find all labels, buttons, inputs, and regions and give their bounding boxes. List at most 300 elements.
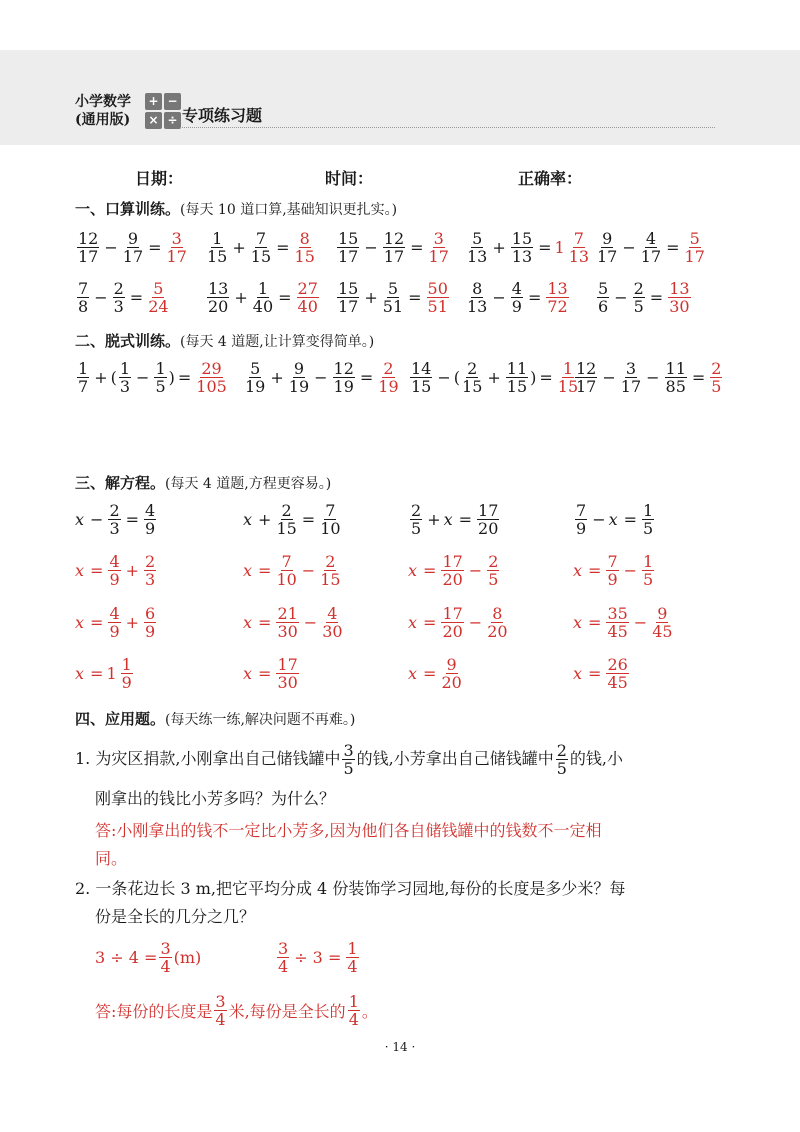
operator: − — [622, 237, 636, 257]
numerator: 12 — [576, 358, 597, 378]
denominator: 19 — [288, 376, 310, 396]
denominator: 17 — [428, 246, 449, 266]
denominator: 15 — [320, 569, 341, 589]
equals: = — [258, 663, 272, 683]
fraction — [295, 230, 315, 265]
steps-problem-3 — [408, 355, 580, 399]
oral-problem — [335, 225, 451, 269]
numerator: 5 — [472, 228, 483, 248]
numerator: 8 — [472, 278, 483, 298]
answer-text: 米,每份是全长的 — [228, 1001, 346, 1021]
variable: x — [573, 663, 583, 683]
denominator: 3 — [119, 376, 131, 396]
numerator: 3 — [343, 740, 354, 760]
equals: = — [423, 560, 437, 580]
equals: = — [258, 612, 272, 632]
denominator: 5 — [556, 758, 567, 778]
fraction — [597, 230, 617, 265]
calculation-2 — [275, 935, 361, 979]
fraction — [276, 605, 298, 640]
equals: = — [90, 560, 104, 580]
fraction — [462, 360, 482, 395]
fraction — [383, 230, 405, 265]
equals: = — [125, 509, 140, 529]
equals: = — [423, 663, 437, 683]
minus-icon: − — [164, 93, 181, 110]
calculation-1 — [95, 935, 201, 979]
operator: + — [94, 367, 108, 387]
answer-2 — [95, 988, 378, 1032]
fraction — [333, 360, 355, 395]
equals: = — [423, 612, 437, 632]
fraction — [410, 360, 432, 395]
section-title: 一、口算训练。 — [75, 200, 181, 218]
unit: (m) — [173, 947, 202, 967]
operator: + — [125, 560, 140, 580]
operator: − — [468, 560, 483, 580]
header-divider — [180, 127, 715, 128]
fraction — [77, 280, 89, 315]
fraction — [606, 553, 618, 588]
fraction — [487, 553, 499, 588]
equation — [573, 497, 656, 541]
fraction — [77, 360, 89, 395]
numerator: 5 — [387, 278, 399, 298]
fraction — [633, 280, 645, 315]
variable: x — [573, 612, 583, 632]
section-title: 四、应用题。 — [75, 710, 166, 728]
fraction — [144, 502, 156, 537]
denominator: 20 — [442, 621, 463, 641]
section-note: (每天练一练,解决问题不再难。) — [165, 712, 356, 728]
denominator: 9 — [511, 296, 522, 316]
numerator: 7 — [573, 228, 584, 248]
steps-problem-1 — [75, 355, 229, 399]
fraction — [652, 605, 672, 640]
operator: − — [614, 287, 628, 307]
numerator: 9 — [293, 358, 305, 378]
variable: x — [75, 509, 85, 529]
denominator: 15 — [276, 518, 297, 538]
oral-problem — [465, 225, 591, 269]
numerator: 4 — [109, 551, 120, 571]
section-oral-title — [75, 198, 397, 219]
denominator: 40 — [252, 296, 274, 316]
variable: x — [243, 612, 253, 632]
equals: = — [359, 367, 374, 387]
problem-text: 1. 为灾区捐款,小刚拿出自己储钱罐中 — [75, 749, 341, 768]
operator: + — [270, 367, 284, 387]
numerator: 14 — [411, 358, 432, 378]
fraction — [276, 502, 296, 537]
denominator: 17 — [597, 246, 618, 266]
denominator: 7 — [78, 376, 89, 396]
numerator: 15 — [511, 228, 533, 248]
fraction — [441, 553, 463, 588]
denominator: 13 — [467, 246, 488, 266]
paren: ( — [453, 367, 461, 387]
numerator: 9 — [446, 654, 457, 674]
answer-whole: 1 — [554, 237, 565, 257]
operator: + — [492, 237, 506, 257]
oral-problem — [205, 225, 317, 269]
fraction — [506, 360, 528, 395]
fraction — [277, 940, 289, 975]
numerator: 11 — [665, 358, 686, 378]
operator: + — [427, 509, 441, 529]
fraction — [342, 742, 354, 777]
numerator: 5 — [153, 278, 164, 298]
denominator: 8 — [78, 296, 89, 316]
operator: − — [646, 367, 660, 387]
numerator: 12 — [333, 358, 354, 378]
denominator: 17 — [576, 376, 597, 396]
denominator: 5 — [488, 569, 499, 589]
fraction — [108, 605, 120, 640]
fraction — [251, 230, 271, 265]
numerator: 1 — [212, 228, 223, 248]
fraction — [113, 280, 125, 315]
fraction — [642, 502, 654, 537]
oral-problem — [595, 275, 693, 319]
denominator: 17 — [640, 246, 662, 266]
numerator: 1 — [643, 500, 654, 520]
equation — [408, 497, 501, 541]
series-title — [75, 93, 131, 129]
fraction — [575, 502, 587, 537]
equals: = — [649, 287, 664, 307]
answer-fraction — [378, 360, 398, 395]
denominator: 4 — [348, 1009, 359, 1029]
denominator: 30 — [277, 672, 298, 692]
operator: + — [258, 509, 272, 529]
variable: x — [408, 612, 418, 632]
numerator: 9 — [657, 603, 668, 623]
paren: ( — [110, 367, 117, 387]
equals: = — [177, 367, 192, 387]
oral-problem — [595, 225, 707, 269]
numerator: 4 — [327, 603, 338, 623]
operator: + — [232, 237, 246, 257]
operator: + — [487, 367, 501, 387]
numerator: 17 — [478, 500, 499, 520]
denominator: 30 — [322, 621, 343, 641]
fraction — [154, 360, 166, 395]
numerator: 2 — [711, 358, 722, 378]
fraction — [511, 280, 523, 315]
numerator: 13 — [208, 278, 229, 298]
equals: = — [527, 287, 542, 307]
calc-text: ÷ 3 = — [294, 947, 342, 967]
denominator: 19 — [333, 376, 354, 396]
numerator: 1 — [121, 654, 132, 674]
denominator: 5 — [343, 758, 354, 778]
denominator: 15 — [250, 246, 272, 266]
operator: − — [136, 367, 150, 387]
denominator: 51 — [382, 296, 404, 316]
numerator: 2 — [411, 500, 422, 520]
denominator: 17 — [383, 246, 405, 266]
denominator: 15 — [506, 376, 528, 396]
denominator: 20 — [478, 518, 499, 538]
oral-problem — [75, 225, 189, 269]
equals: = — [666, 237, 680, 257]
operator: − — [94, 287, 108, 307]
fraction — [410, 502, 422, 537]
book-title: 专项练习题 — [182, 106, 263, 125]
word-problem-1 — [75, 733, 623, 785]
numerator: 12 — [383, 228, 405, 248]
numerator: 6 — [145, 603, 156, 623]
fraction — [167, 230, 187, 265]
denominator: 30 — [277, 621, 298, 641]
denominator: 9 — [121, 672, 132, 692]
numerator: 3 — [433, 228, 444, 248]
fraction — [322, 605, 342, 640]
numerator: 3 — [215, 991, 226, 1011]
fraction — [337, 230, 359, 265]
numerator: 1 — [562, 358, 574, 378]
equation — [75, 497, 158, 541]
denominator: 5 — [643, 569, 654, 589]
fraction — [441, 605, 463, 640]
equals: = — [410, 237, 424, 257]
equals: = — [90, 612, 104, 632]
denominator: 15 — [557, 376, 579, 396]
fraction — [214, 993, 226, 1028]
numerator: 35 — [607, 603, 628, 623]
fraction — [641, 230, 661, 265]
denominator: 40 — [297, 296, 318, 316]
paren: ) — [530, 367, 537, 387]
numerator: 3 — [625, 358, 637, 378]
fraction — [320, 553, 340, 588]
variable: x — [408, 663, 418, 683]
solution-step — [408, 600, 510, 644]
operator: − — [492, 287, 506, 307]
numerator: 7 — [325, 500, 336, 520]
denominator: 5 — [643, 518, 654, 538]
equals: = — [278, 287, 292, 307]
operator: − — [104, 237, 118, 257]
denominator: 72 — [547, 296, 568, 316]
denominator: 13 — [511, 246, 533, 266]
numerator: 4 — [645, 228, 657, 248]
time-label: 时间： — [325, 169, 374, 188]
paren: ) — [168, 367, 175, 387]
variable: x — [243, 509, 253, 529]
word-problem-1-line2: 刚拿出的钱比小芳多吗？为什么？ — [95, 789, 336, 808]
numerator: 2 — [633, 278, 644, 298]
operator: − — [364, 237, 378, 257]
denominator: 20 — [441, 672, 462, 692]
oral-problem — [75, 275, 171, 319]
solution-result — [408, 651, 464, 695]
denominator: 19 — [378, 376, 399, 396]
numerator: 7 — [255, 228, 267, 248]
numerator: 9 — [127, 228, 139, 248]
answer-text: 答:每份的长度是 — [95, 1001, 213, 1021]
answer-fraction — [196, 360, 227, 395]
fraction — [467, 280, 487, 315]
section-title: 二、脱式训练。 — [75, 332, 181, 350]
denominator: 4 — [215, 1009, 226, 1029]
fraction — [668, 280, 690, 315]
fraction — [546, 280, 568, 315]
numerator: 4 — [109, 603, 120, 623]
series-line-1: 小学数学 — [75, 94, 131, 110]
series-line-2: (通用版) — [75, 112, 131, 128]
numerator: 21 — [277, 603, 298, 623]
word-problem-2-line2: 份是全长的几分之几？ — [95, 907, 256, 926]
denominator: 17 — [166, 246, 187, 266]
denominator: 3 — [113, 296, 124, 316]
fraction — [108, 553, 120, 588]
fraction — [253, 280, 273, 315]
oral-problem — [205, 275, 321, 319]
fraction — [383, 280, 403, 315]
section-word-problems-title — [75, 708, 355, 729]
numerator: 8 — [299, 228, 310, 248]
denominator: 9 — [576, 518, 587, 538]
fraction — [597, 280, 609, 315]
fraction — [346, 940, 358, 975]
answer-fraction — [710, 360, 722, 395]
calc-text: 3 ÷ 4 = — [95, 947, 158, 967]
solution-step — [75, 548, 158, 592]
fraction — [606, 605, 628, 640]
numerator: 7 — [607, 551, 618, 571]
numerator: 2 — [145, 551, 156, 571]
solution-step — [75, 600, 158, 644]
variable: x — [75, 663, 85, 683]
denominator: 6 — [598, 296, 609, 316]
denominator: 10 — [320, 518, 341, 538]
numerator: 7 — [576, 500, 587, 520]
operator: − — [90, 509, 104, 529]
section-note: (每天 10 道口算,基础知识更扎实。) — [180, 202, 398, 218]
variable: x — [443, 509, 453, 529]
numerator: 2 — [383, 358, 394, 378]
fraction — [276, 553, 296, 588]
equals: = — [258, 560, 272, 580]
fraction — [77, 230, 99, 265]
denominator: 4 — [278, 956, 289, 976]
fraction — [144, 605, 156, 640]
denominator: 3 — [109, 518, 120, 538]
fraction — [511, 230, 533, 265]
denominator: 51 — [427, 296, 448, 316]
divide-icon: ÷ — [164, 112, 181, 129]
numerator: 5 — [598, 278, 609, 298]
operator: + — [234, 287, 248, 307]
fraction — [569, 230, 589, 265]
fraction — [207, 230, 227, 265]
answer-text: 。 — [361, 1001, 378, 1021]
variable: x — [243, 663, 253, 683]
variable: x — [608, 509, 618, 529]
numerator: 12 — [78, 228, 99, 248]
numerator: 50 — [427, 278, 448, 298]
steps-problem-4 — [573, 355, 724, 399]
denominator: 13 — [467, 296, 488, 316]
operator: − — [437, 367, 451, 387]
operator: − — [592, 509, 606, 529]
numerator: 11 — [506, 358, 528, 378]
denominator: 45 — [607, 672, 628, 692]
numerator: 3 — [160, 938, 171, 958]
oral-problem — [465, 275, 571, 319]
denominator: 15 — [462, 376, 483, 396]
solution-step — [243, 548, 343, 592]
numerator: 2 — [109, 500, 120, 520]
fraction — [487, 605, 507, 640]
denominator: 9 — [145, 621, 156, 641]
steps-problem-2 — [243, 355, 401, 399]
denominator: 5 — [633, 296, 644, 316]
operator: − — [468, 612, 483, 632]
fraction — [642, 553, 654, 588]
fraction — [441, 656, 461, 691]
equals: = — [301, 509, 316, 529]
numerator: 5 — [250, 358, 261, 378]
numerator: 1 — [155, 358, 166, 378]
solution-step — [243, 600, 345, 644]
operator: − — [623, 560, 638, 580]
section-equations-title — [75, 472, 331, 493]
fraction — [148, 280, 168, 315]
numerator: 2 — [556, 740, 567, 760]
fraction — [123, 230, 143, 265]
denominator: 3 — [145, 569, 156, 589]
fraction — [477, 502, 499, 537]
numerator: 9 — [602, 228, 613, 248]
fraction — [245, 360, 265, 395]
denominator: 105 — [196, 376, 227, 396]
denominator: 9 — [145, 518, 156, 538]
denominator: 17 — [338, 296, 359, 316]
numerator: 1 — [257, 278, 269, 298]
operator: + — [364, 287, 378, 307]
numerator: 15 — [338, 278, 359, 298]
numerator: 2 — [281, 500, 292, 520]
equals: = — [408, 287, 422, 307]
equals: = — [538, 237, 552, 257]
fraction — [159, 940, 171, 975]
answer-1-line2: 同。 — [95, 849, 128, 868]
denominator: 15 — [294, 246, 315, 266]
numerator: 13 — [547, 278, 568, 298]
fraction — [348, 993, 360, 1028]
numerator: 29 — [201, 358, 222, 378]
numerator: 4 — [145, 500, 156, 520]
numerator: 4 — [511, 278, 522, 298]
numerator: 7 — [78, 278, 89, 298]
denominator: 19 — [245, 376, 266, 396]
section-note: (每天 4 道题,方程更容易。) — [165, 476, 332, 492]
denominator: 24 — [148, 296, 169, 316]
solution-result — [243, 651, 301, 695]
solution-step — [573, 600, 675, 644]
denominator: 5 — [411, 518, 422, 538]
denominator: 45 — [652, 621, 673, 641]
equation — [243, 497, 343, 541]
operator: − — [602, 367, 616, 387]
numerator: 1 — [348, 991, 359, 1011]
variable: x — [75, 612, 85, 632]
denominator: 13 — [568, 246, 590, 266]
denominator: 17 — [78, 246, 99, 266]
